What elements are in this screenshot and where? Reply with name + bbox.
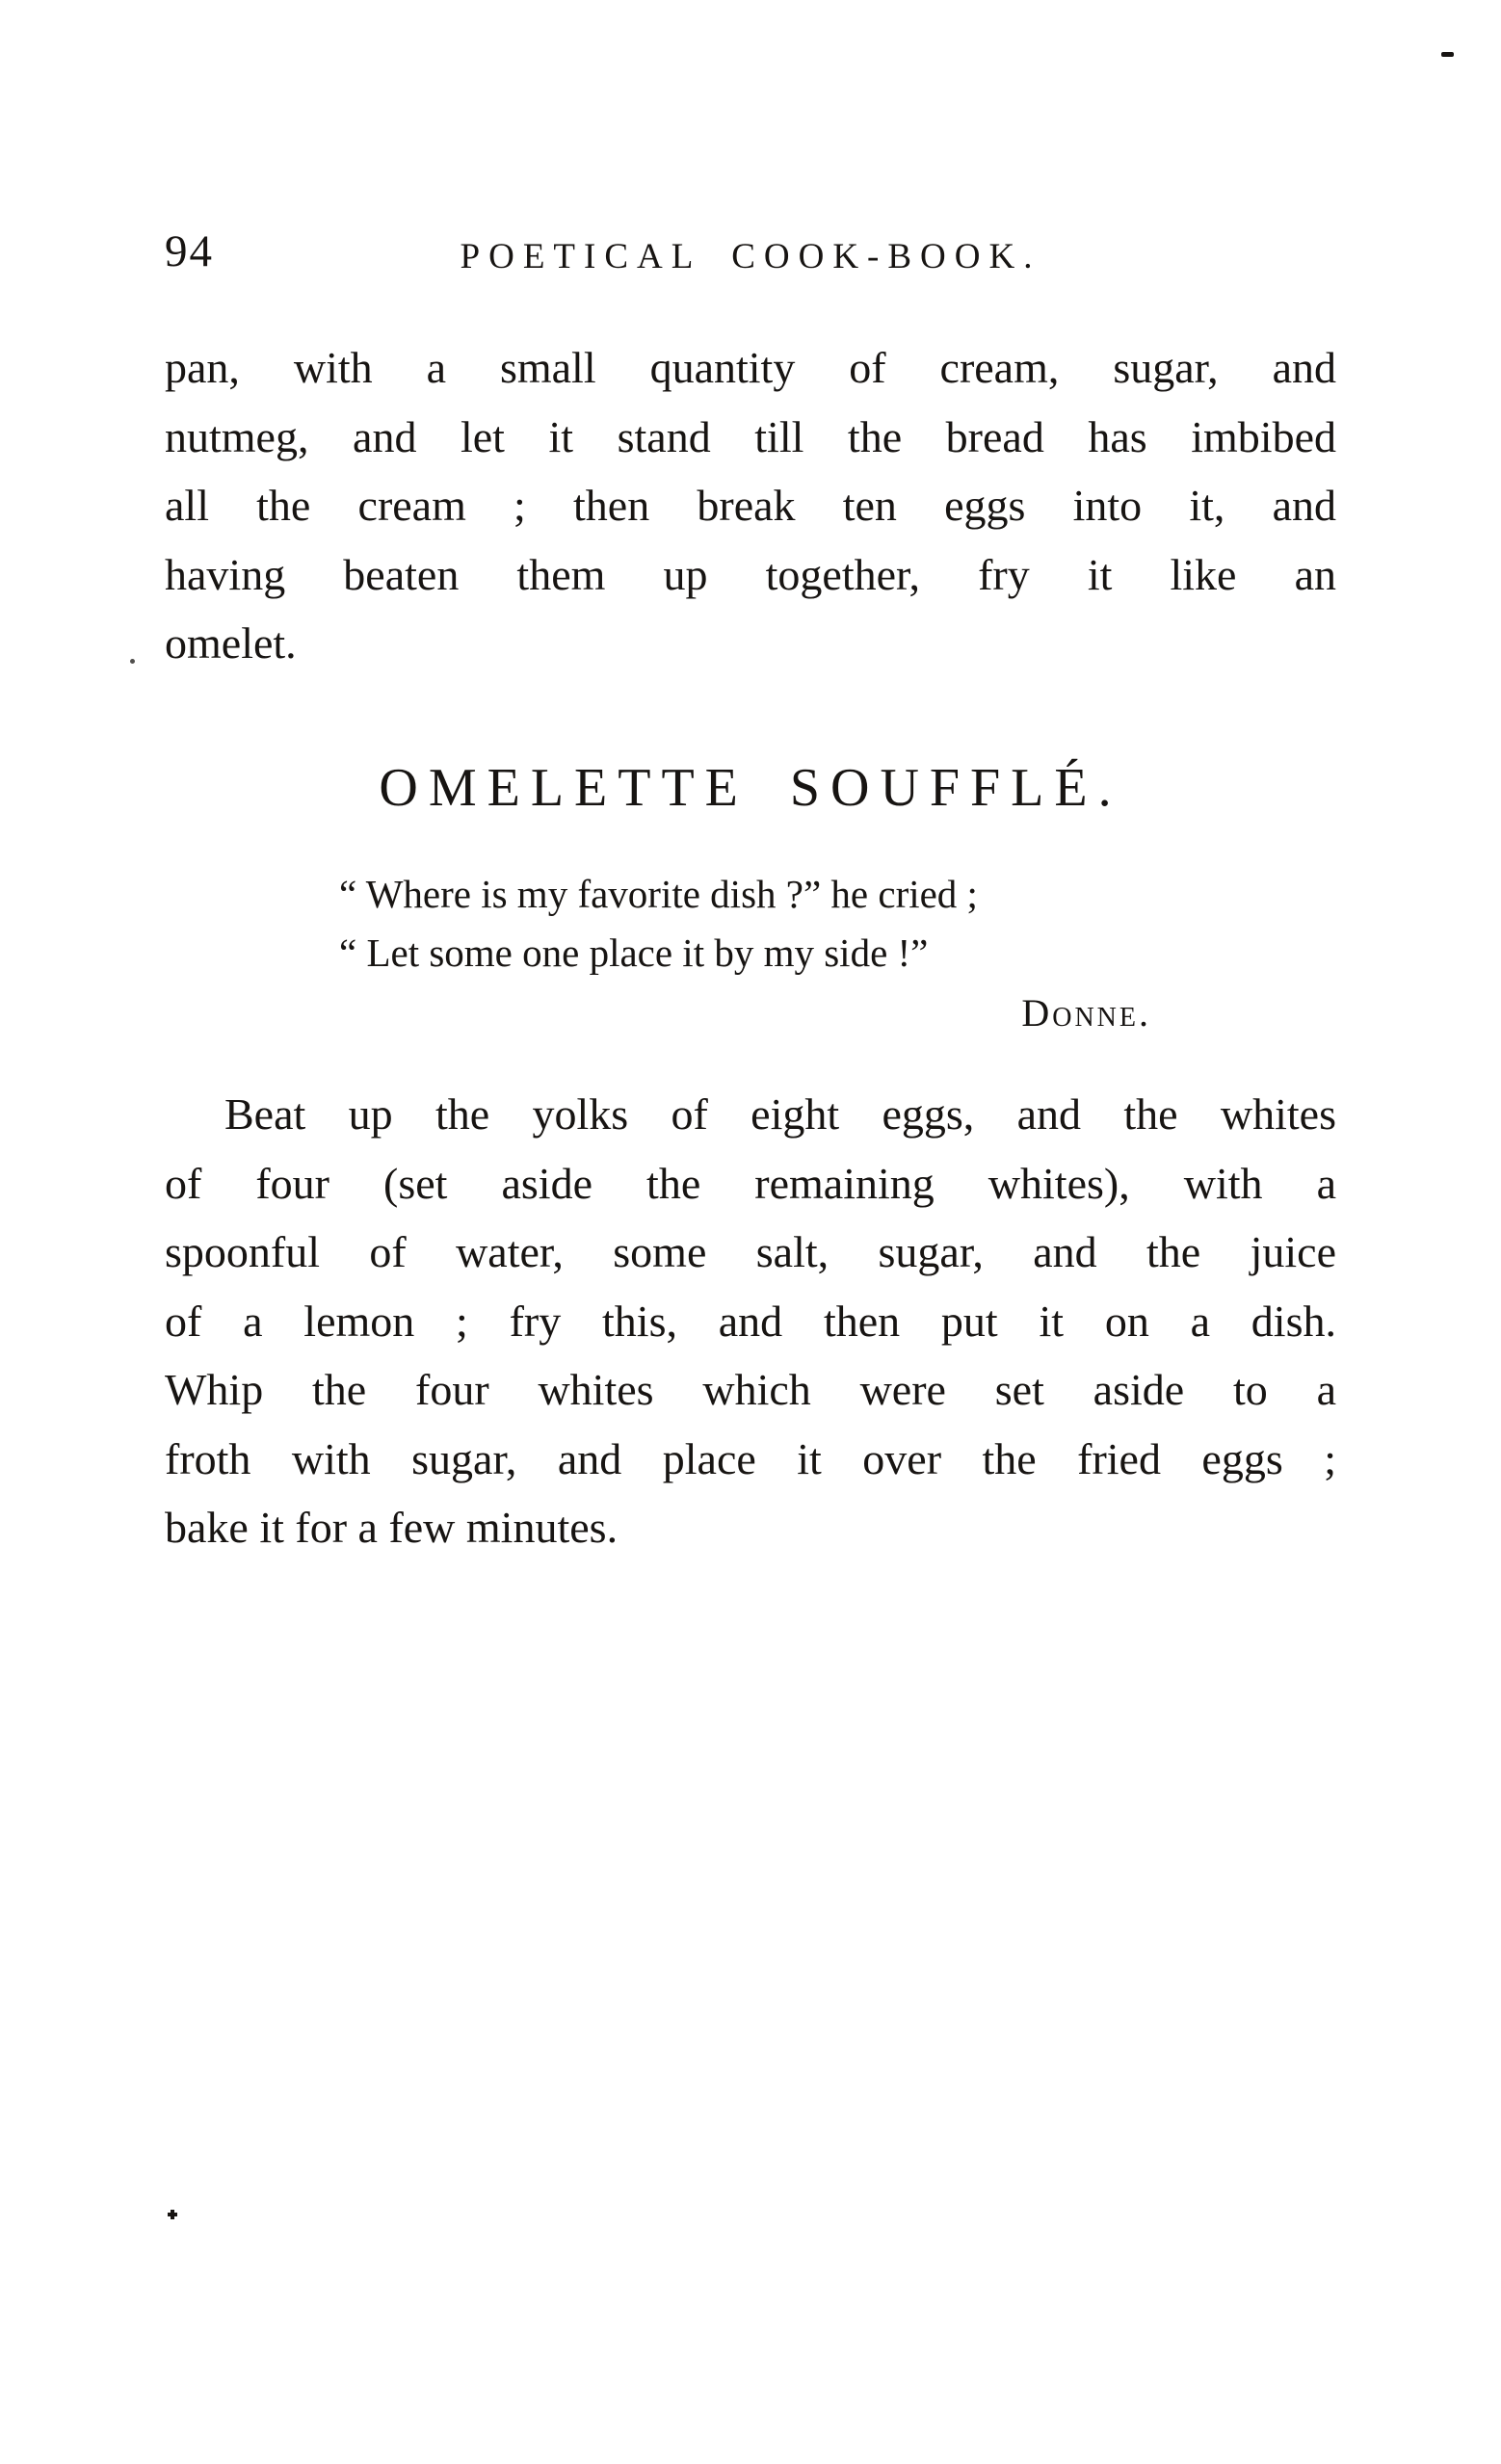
- scan-speck: [130, 659, 135, 664]
- text-line: bake it for a few minutes.: [165, 1503, 619, 1552]
- text-line: nutmeg, and let it stand till the bread has imbibed: [165, 411, 1336, 461]
- text-line: froth with sugar, and place it over the fried eggs ;: [165, 1433, 1336, 1483]
- text-line: having beaten them up together, fry it like an: [165, 549, 1336, 599]
- scan-speck: [1441, 52, 1454, 57]
- scan-speck: [171, 2210, 174, 2219]
- text-line: of four (set aside the remaining whites), with a: [165, 1158, 1336, 1208]
- epigraph-line: “ Where is my favorite dish ?” he cried ;: [339, 872, 978, 916]
- text-line: pan, with a small quantity of cream, sugar, and: [165, 343, 1336, 392]
- text-line: omelet.: [165, 618, 297, 668]
- recipe-paragraph: [165, 1080, 1336, 1562]
- running-title: POETICAL COOK-BOOK.: [460, 237, 1041, 276]
- epigraph: [339, 865, 978, 983]
- epigraph-line: “ Let some one place it by my side !”: [339, 931, 929, 975]
- intro-paragraph: [165, 333, 1336, 678]
- text-line: Whip the four whites which were set aside to a: [165, 1365, 1336, 1414]
- text-line: all the cream ; then break ten eggs into it, and: [165, 481, 1336, 530]
- page-number: 94: [165, 226, 214, 276]
- text-line: Beat up the yolks of eight eggs, and the whites: [224, 1089, 1336, 1139]
- text-line: of a lemon ; fry this, and then put it on a dish.: [165, 1296, 1336, 1346]
- epigraph-attribution: Donne.: [1021, 991, 1151, 1035]
- text-line: spoonful of water, some salt, sugar, and the juice: [165, 1227, 1336, 1276]
- recipe-heading: OMELETTE SOUFFLÉ.: [379, 758, 1122, 818]
